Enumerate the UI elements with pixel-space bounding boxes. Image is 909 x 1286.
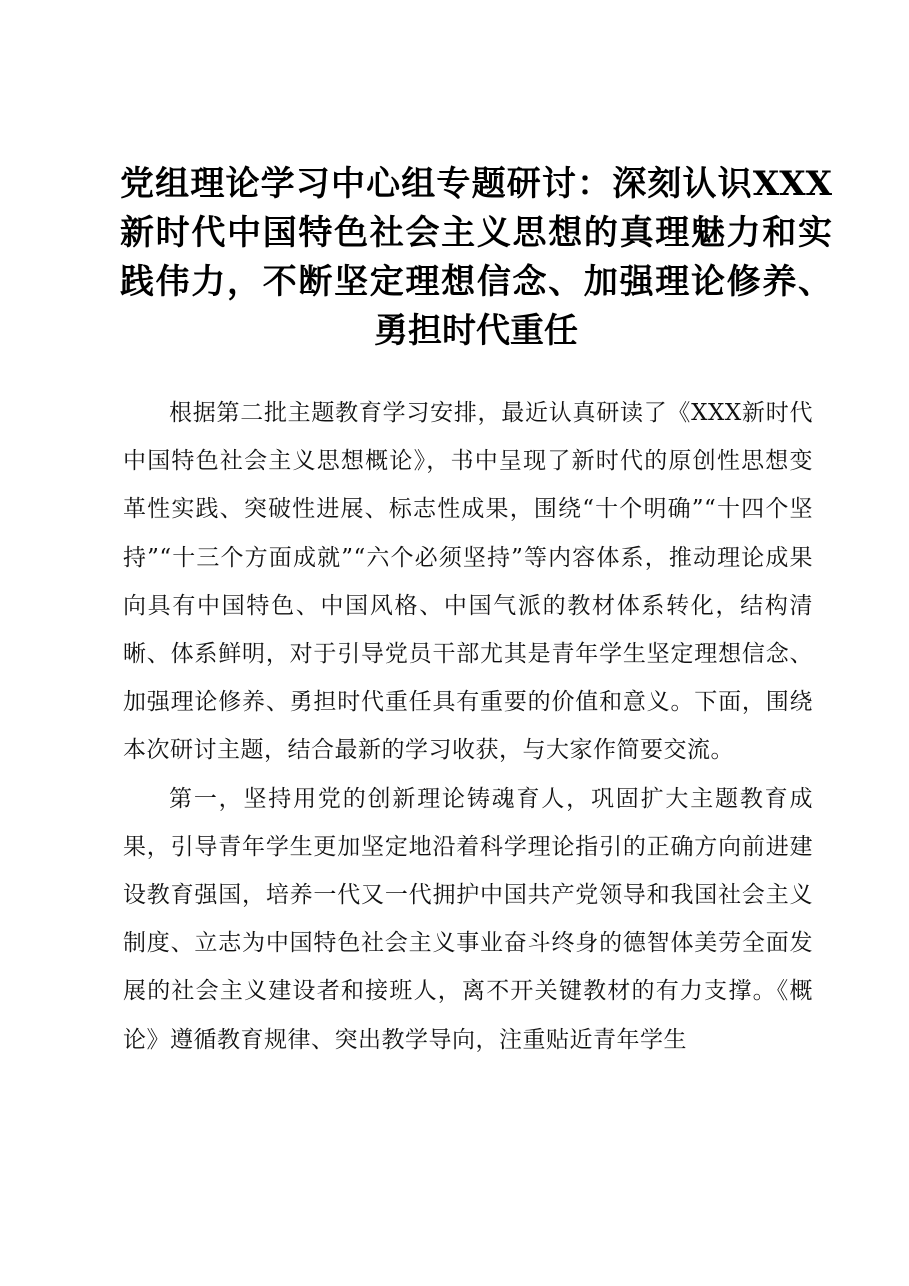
document-title: 党组理论学习中心组专题研讨：深刻认识XXX新时代中国特色社会主义思想的真理魅力和实践伟力，不断坚定理想信念、加强理论修养、勇担时代重任 (120, 164, 832, 351)
document-body (123, 389, 813, 1064)
paragraph-intro: 根据第二批主题教育学习安排，最近认真研读了《XXX新时代中国特色社会主义思想概论》，书中呈现了新时代的原创性思想变革性实践、突破性进展、标志性成果，围绕“十个明确”“十四个坚持”“十三个方面成就”“六个必须坚持”等内容体系，推动理论成果向具有中国特色、中国风格、中国气派的教材体系转化，结构清晰、体系鲜明，对于引导党员干部尤其是青年学生坚定理想信念、加强理论修养、勇担时代重任具有重要的价值和意义。下面，围绕本次研讨主题，结合最新的学习收获，与大家作简要交流。 (123, 400, 813, 764)
paragraph-first-point: 第一，坚持用党的创新理论铸魂育人，巩固扩大主题教育成果，引导青年学生更加坚定地沿着科学理论指引的正确方向前进建设教育强国，培养一代又一代拥护中国共产党领导和我国社会主义制度、立志为中国特色社会主义事业奋斗终身的德智体美劳全面发展的社会主义建设者和接班人，离不开关键教材的有力支撑。《概论》遵循教育规律、突出教学导向，注重贴近青年学生 (123, 785, 813, 1053)
